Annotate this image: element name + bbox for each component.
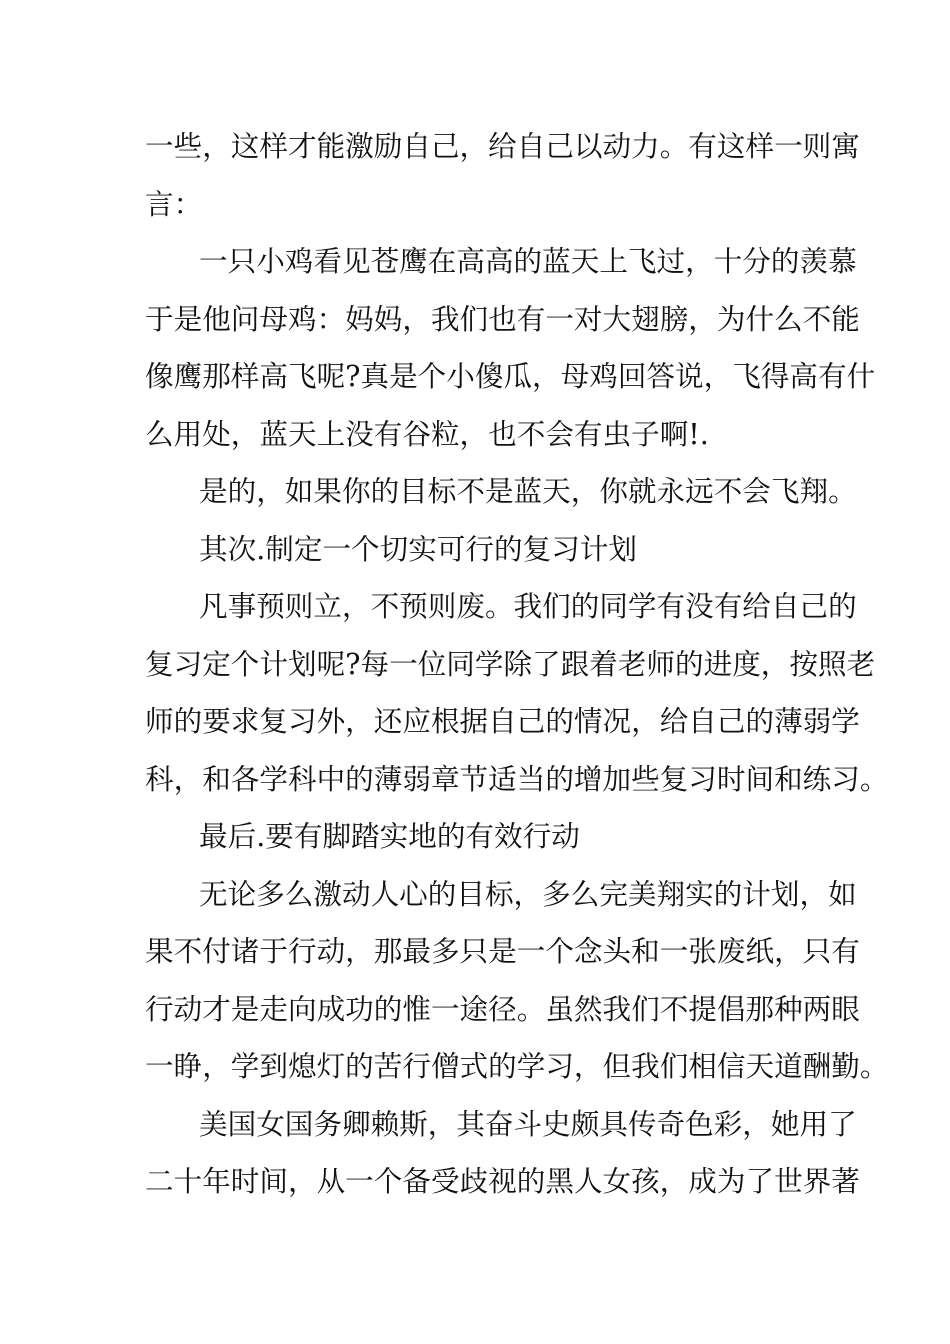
- text-line: 是的，如果你的目标不是蓝天，你就永远不会飞翔。: [199, 474, 857, 508]
- text-line: 于是他问母鸡：妈妈，我们也有一对大翅膀，为什么不能: [145, 301, 860, 336]
- text-line: 二十年时间，从一个备受歧视的黑人女孩，成为了世界著: [145, 1164, 860, 1198]
- text-line: 师的要求复习外，还应根据自己的情况，给自己的薄弱学: [145, 704, 860, 738]
- text-line: 一只小鸡看见苍鹰在高高的蓝天上飞过，十分的羡慕: [199, 244, 857, 278]
- text-line: 么用处，蓝天上没有谷粒，也不会有虫子啊!.: [145, 416, 709, 451]
- text-line: 凡事预则立，不预则废。我们的同学有没有给自己的: [199, 589, 857, 623]
- document-body: [145, 118, 889, 1211]
- text-line: 言：: [145, 186, 203, 221]
- text-line: 复习定个计划呢?每一位同学除了跟着老师的进度，按照老: [145, 646, 876, 681]
- section-heading: 最后.要有脚踏实地的有效行动: [199, 819, 580, 853]
- text-line: 科，和各学科中的薄弱章节适当的增加些复习时间和练习。: [145, 761, 889, 796]
- section-heading: 其次.制定一个切实可行的复习计划: [199, 531, 637, 566]
- text-line: 行动才是走向成功的惟一途径。虽然我们不提倡那种两眼: [145, 991, 860, 1026]
- text-line: 一睁，学到熄灯的苦行僧式的学习，但我们相信天道酬勤。: [145, 1049, 889, 1083]
- text-line: 美国女国务卿赖斯，其奋斗史颇具传奇色彩，她用了: [199, 1106, 857, 1141]
- text-line: 果不付诸于行动，那最多只是一个念头和一张废纸，只有: [145, 934, 860, 968]
- text-line: 像鹰那样高飞呢?真是个小傻瓜，母鸡回答说，飞得高有什: [145, 359, 876, 393]
- text-line: 一些，这样才能激励自己，给自己以动力。有这样一则寓: [145, 129, 860, 163]
- text-line: 无论多么激动人心的目标，多么完美翔实的计划，如: [199, 876, 857, 911]
